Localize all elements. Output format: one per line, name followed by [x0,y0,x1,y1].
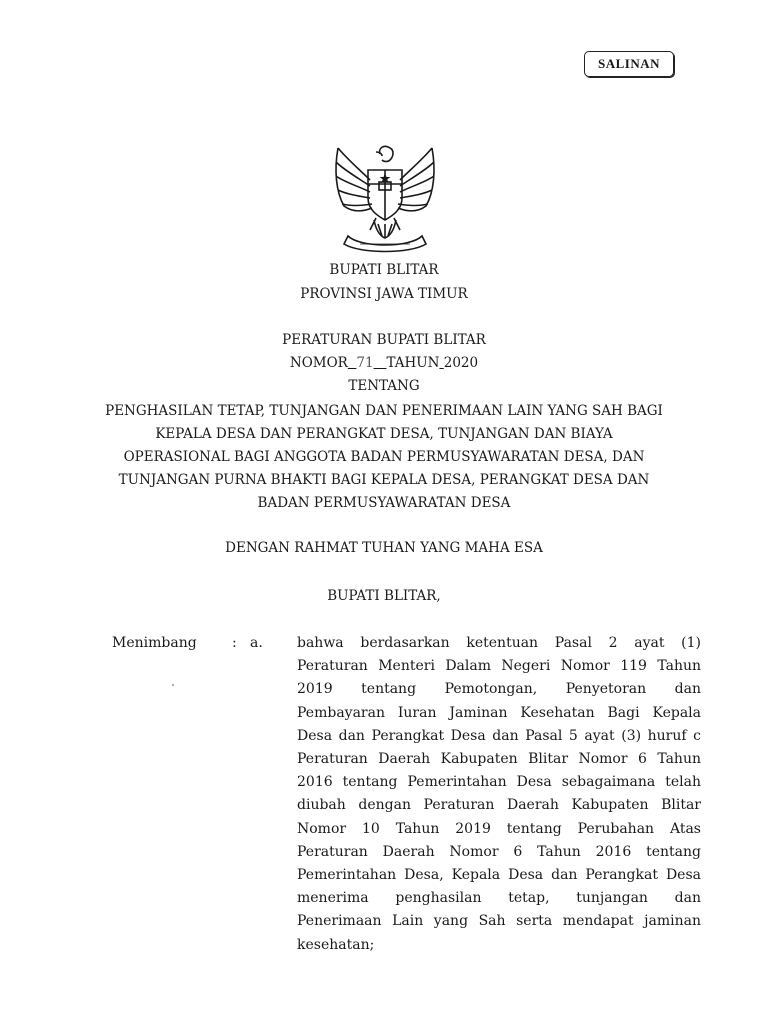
menimbang-label: Menimbang [112,635,197,651]
province-name: PROVINSI JAWA TIMUR [300,286,468,302]
paragraph-line: diubah dengan Peraturan Daerah Kabupaten Blitar [297,797,701,814]
subject-line: OPERASIONAL BAGI ANGGOTA BADAN PERMUSYAWARATAN DESA, DAN [123,449,645,465]
paragraph-line: bahwa berdasarkan ketentuan Pasal 2 ayat (1) [297,635,701,651]
paragraph-line: Penerimaan Lain yang Sah serta mendapat jaminan [297,913,701,930]
subject-line: KEPALA DESA DAN PERANGKAT DESA, TUNJANGAN DAN BIAYA [155,426,613,442]
item-letter: a. [250,635,263,651]
tahun-value: 2020 [443,355,479,371]
paragraph-line: Pemerintahan Desa, Kepala Desa dan Perangkat Desa [297,867,701,884]
menimbang-paragraph [297,632,701,957]
subject-line: TUNJANGAN PURNA BHAKTI BAGI KEPALA DESA, PERANGKAT DESA DAN [118,472,650,488]
regulation-number [0,355,768,371]
paragraph-line: Peraturan Daerah Kabupaten Blitar Nomor 6 Tahun [297,751,701,768]
menimbang-colon: : [232,635,237,651]
paragraph-line: Peraturan Daerah Nomor 6 Tahun 2016 tentang [297,843,701,860]
paragraph-line: 2016 tentang Pemerintahan Desa sebagaimana telah [297,774,701,791]
nomor-value: 71 [356,355,374,371]
salinan-stamp: SALINAN [584,51,674,77]
office-name: BUPATI BLITAR [329,262,439,278]
regulation-subject [60,400,708,515]
issuer: BUPATI BLITAR, [327,588,441,604]
subject-line: PENGHASILAN TETAP, TUNJANGAN DAN PENERIMAAN LAIN YANG SAH BAGI [105,403,663,419]
paragraph-line: kesehatan; [297,936,375,953]
paragraph-line: Peraturan Menteri Dalam Negeri Nomor 119 Tahun [297,658,701,675]
invocation: DENGAN RAHMAT TUHAN YANG MAHA ESA [225,540,543,556]
subject-line: BADAN PERMUSYAWARATAN DESA [257,495,511,511]
nomor-label: NOMOR [289,355,348,371]
tentang-heading: TENTANG [348,378,420,394]
paragraph-line: Desa dan Perangkat Desa dan Pasal 5 ayat (3) huruf c [297,727,701,744]
regulation-title: PERATURAN BUPATI BLITAR [282,332,486,348]
paragraph-line: Nomor 10 Tahun 2019 tentang Perubahan Atas [297,820,701,837]
paragraph-line: menerima penghasilan tetap, tunjangan dan [297,890,701,907]
paragraph-line: 2019 tentang Pemotongan, Penyetoran dan [297,681,701,698]
garuda-emblem-icon [330,140,440,255]
tahun-label: TAHUN [386,355,440,371]
paragraph-line: Pembayaran Iuran Jaminan Kesehatan Bagi Kepala [297,704,701,721]
scan-speck [172,684,174,686]
